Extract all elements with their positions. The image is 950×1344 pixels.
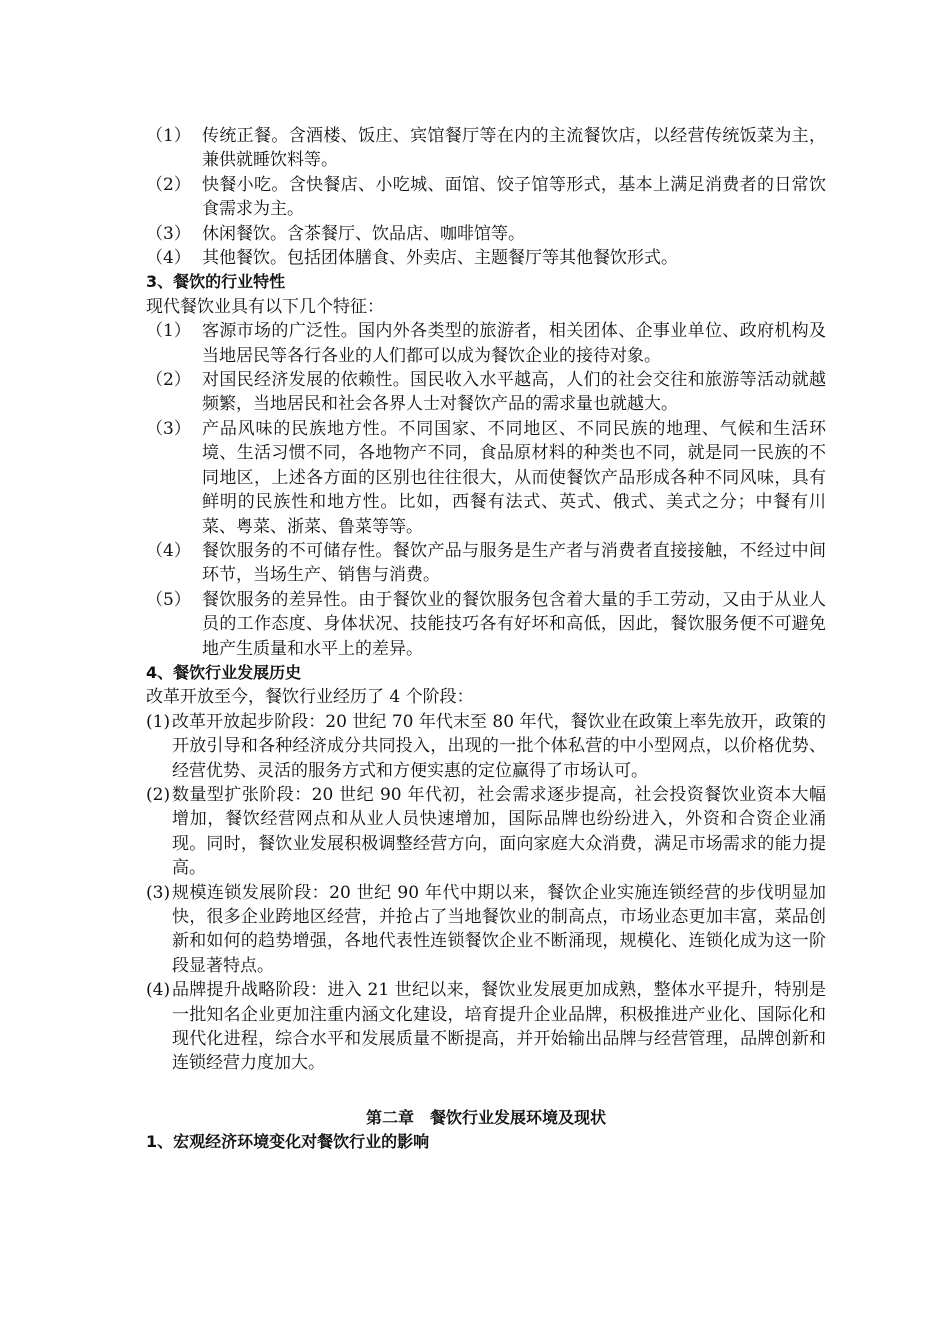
list-text: 产品风味的民族地方性。不同国家、不同地区、不同民族的地理、气候和生活环境、生活习惯不同，各地物产不同，食品原材料的种类也不同，就是同一民族的不同地区，上述各方面的区别也往往很大，从而使餐饮产品形成各种不同风味，具有鲜明的民族性和地方性。比如，西餐有法式、英式、俄式、美式之分；中餐有川菜、粤菜、浙菜、鲁菜等等。 — [202, 418, 826, 537]
list-text: 规模连锁发展阶段：20 世纪 90 年代中期以来，餐饮企业实施连锁经营的步伐明显加快，很多企业跨地区经营，并抢占了当地餐饮业的制高点，市场业态更加丰富，菜品创新和如何的趋势增强，各地代表性连锁餐饮企业不断涌现，规模化、连锁化成为这一阶段显著特点。 — [172, 882, 826, 976]
list-number: （1） — [146, 321, 191, 342]
list-number: (1) — [146, 711, 171, 732]
list-number: (4) — [146, 980, 171, 1001]
section-heading: 1、宏观经济环境变化对餐饮行业的影响 — [146, 1132, 430, 1152]
list-number: （3） — [146, 418, 191, 439]
list-text: 改革开放起步阶段：20 世纪 70 年代末至 80 年代，餐饮业在政策上率先放开，政策的开放引导和各种经济成分共同投入，出现的一批个体私营的中小型网点，以价格优势、经营优势、灵活的服务方式和方便实惠的定位赢得了市场认可。 — [172, 711, 826, 781]
list-item — [146, 222, 826, 246]
list-number: （4） — [146, 248, 191, 269]
list-text: 品牌提升战略阶段：进入 21 世纪以来，餐饮业发展更加成熟，整体水平提升，特别是一批知名企业更加注重内涵文化建设，培育提升企业品牌，积极推进产业化、国际化和现代化进程，综合水平和发展质量不断提高，并开始输出品牌与经营管理，品牌创新和连锁经营力度加大。 — [172, 980, 826, 1074]
list-number: （5） — [146, 589, 191, 610]
list-text: 传统正餐。含酒楼、饭庄、宾馆餐厅等在内的主流餐饮店，以经营传统饭菜为主，兼供就睡饮料等。 — [202, 126, 826, 171]
list-item — [146, 710, 826, 783]
list-text: 餐饮服务的不可储存性。餐饮产品与服务是生产者与消费者直接接触，不经过中间环节，当场生产、销售与消费。 — [202, 540, 826, 586]
list-number: （1） — [146, 126, 191, 146]
section-heading: 3、餐饮的行业特性 — [146, 272, 286, 292]
list-number: （4） — [146, 540, 191, 561]
list-text: 快餐小吃。含快餐店、小吃城、面馆、饺子馆等形式，基本上满足消费者的日常饮食需求为主。 — [202, 174, 826, 220]
list-item — [146, 368, 826, 417]
list-number: （3） — [146, 223, 191, 244]
list-item — [146, 173, 826, 222]
list-number: （2） — [146, 174, 191, 195]
list-item — [146, 539, 826, 588]
list-item — [146, 783, 826, 881]
list-text: 休闲餐饮。含茶餐厅、饮品店、咖啡馆等。 — [202, 223, 525, 244]
list-item — [146, 124, 826, 173]
chapter-title: 第二章 餐饮行业发展环境及现状 — [365, 1107, 606, 1127]
document-content — [146, 124, 826, 1155]
list-text: 餐饮服务的差异性。由于餐饮业的餐饮服务包含着大量的手工劳动，又由于从业人员的工作态度、身体状况、技能技巧各有好坏和高低，因此，餐饮服务便不可避免地产生质量和水平上的差异。 — [202, 589, 826, 659]
list-item — [146, 978, 826, 1076]
list-number: （2） — [146, 370, 191, 391]
list-number: (2) — [146, 784, 171, 805]
list-item — [146, 588, 826, 661]
list-number: (3) — [146, 882, 171, 903]
list-item — [146, 319, 826, 368]
list-text: 数量型扩张阶段：20 世纪 90 年代初，社会需求逐步提高，社会投资餐饮业资本大幅增加，餐饮经营网点和从业人员快速增加，国际品牌也纷纷进入，外资和合资企业涌现。同时，餐饮业发展积极调整经营方向，面向家庭大众消费，满足市场需求的能力提高。 — [172, 784, 826, 879]
list-item — [146, 417, 826, 539]
list-item — [146, 881, 826, 979]
list-text: 其他餐饮。包括团体膳食、外卖店、主题餐厅等其他餐饮形式。 — [202, 248, 678, 269]
list-text: 客源市场的广泛性。国内外各类型的旅游者，相关团体、企事业单位、政府机构及当地居民等各行各业的人们都可以成为餐饮企业的接待对象。 — [202, 321, 826, 366]
list-text: 对国民经济发展的依赖性。国民收入水平越高，人们的社会交往和旅游等活动就越频繁，当地居民和社会各界人士对餐饮产品的需求量也就越大。 — [202, 370, 826, 415]
section-intro: 现代餐饮业具有以下几个特征： — [146, 296, 384, 317]
section-intro: 改革开放至今，餐饮行业经历了 4 个阶段： — [146, 687, 474, 708]
section-heading: 4、餐饮行业发展历史 — [146, 662, 302, 682]
list-item — [146, 246, 826, 270]
